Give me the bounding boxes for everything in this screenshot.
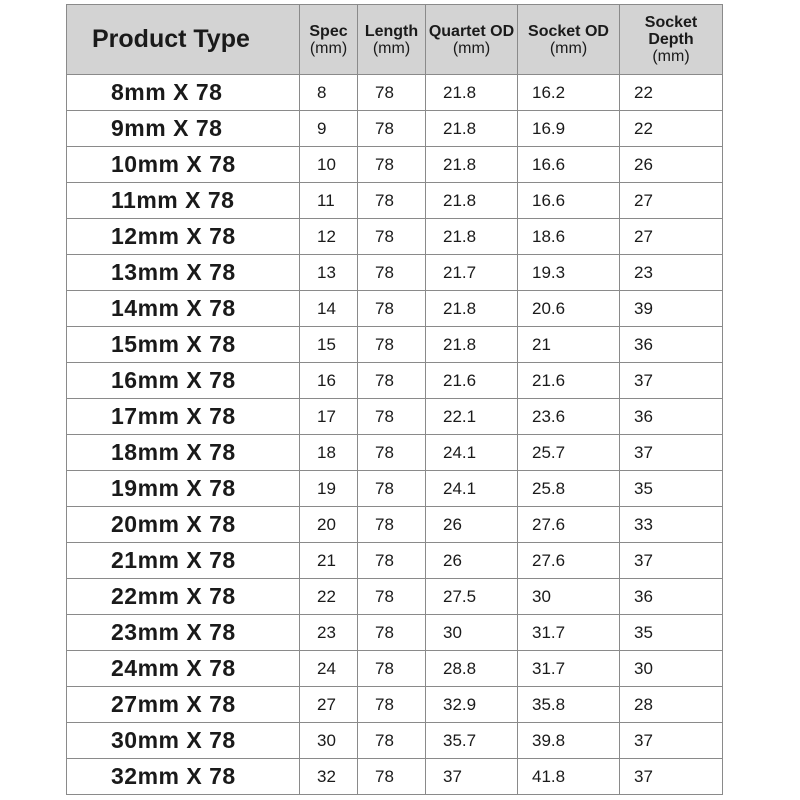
table-row [67, 615, 723, 651]
socket-od-cell: 19.3 [518, 255, 620, 291]
quartet-od-cell: 27.5 [426, 579, 518, 615]
socket-od-cell: 25.8 [518, 471, 620, 507]
header-quartet-od [426, 5, 518, 75]
table-row [67, 723, 723, 759]
socket-od-cell: 21 [518, 327, 620, 363]
quartet-od-cell: 21.8 [426, 327, 518, 363]
spec-cell: 18 [300, 435, 358, 471]
header-quartet-od-label: Quartet OD [428, 22, 515, 40]
header-socket-od [518, 5, 620, 75]
product-type-cell: 8mm X 78 [67, 75, 300, 111]
socket-od-cell: 41.8 [518, 759, 620, 795]
length-cell: 78 [358, 687, 426, 723]
product-type-cell: 18mm X 78 [67, 435, 300, 471]
socket-depth-cell: 33 [620, 507, 723, 543]
product-type-cell: 14mm X 78 [67, 291, 300, 327]
header-socket-od-unit: (mm) [549, 39, 588, 57]
table-row [67, 291, 723, 327]
length-cell: 78 [358, 651, 426, 687]
socket-depth-cell: 28 [620, 687, 723, 723]
header-socket-depth-label: Socket Depth [644, 14, 698, 48]
quartet-od-cell: 21.8 [426, 291, 518, 327]
socket-od-cell: 21.6 [518, 363, 620, 399]
table-row [67, 147, 723, 183]
spec-cell: 14 [300, 291, 358, 327]
socket-depth-cell: 37 [620, 543, 723, 579]
spec-cell: 10 [300, 147, 358, 183]
spec-cell: 11 [300, 183, 358, 219]
length-cell: 78 [358, 363, 426, 399]
socket-depth-cell: 26 [620, 147, 723, 183]
length-cell: 78 [358, 291, 426, 327]
quartet-od-cell: 32.9 [426, 687, 518, 723]
product-type-cell: 22mm X 78 [67, 579, 300, 615]
quartet-od-cell: 26 [426, 507, 518, 543]
table-row [67, 111, 723, 147]
product-type-cell: 12mm X 78 [67, 219, 300, 255]
table-row [67, 759, 723, 795]
length-cell: 78 [358, 147, 426, 183]
quartet-od-cell: 21.8 [426, 219, 518, 255]
spec-cell: 19 [300, 471, 358, 507]
length-cell: 78 [358, 507, 426, 543]
table-row [67, 651, 723, 687]
spec-cell: 13 [300, 255, 358, 291]
socket-depth-cell: 22 [620, 75, 723, 111]
socket-depth-cell: 37 [620, 435, 723, 471]
socket-od-cell: 20.6 [518, 291, 620, 327]
socket-depth-cell: 36 [620, 579, 723, 615]
quartet-od-cell: 21.8 [426, 183, 518, 219]
header-spec [300, 5, 358, 75]
socket-od-cell: 23.6 [518, 399, 620, 435]
socket-depth-cell: 27 [620, 183, 723, 219]
socket-od-cell: 16.2 [518, 75, 620, 111]
spec-cell: 32 [300, 759, 358, 795]
table-row [67, 219, 723, 255]
product-type-cell: 15mm X 78 [67, 327, 300, 363]
header-socket-depth [620, 5, 723, 75]
quartet-od-cell: 21.8 [426, 111, 518, 147]
quartet-od-cell: 24.1 [426, 435, 518, 471]
socket-od-cell: 18.6 [518, 219, 620, 255]
length-cell: 78 [358, 615, 426, 651]
socket-depth-cell: 35 [620, 471, 723, 507]
table-row [67, 399, 723, 435]
header-length-unit: (mm) [372, 39, 411, 57]
socket-od-cell: 39.8 [518, 723, 620, 759]
socket-od-cell: 35.8 [518, 687, 620, 723]
socket-od-cell: 25.7 [518, 435, 620, 471]
socket-depth-cell: 37 [620, 759, 723, 795]
header-spec-label: Spec [309, 22, 348, 40]
socket-depth-cell: 27 [620, 219, 723, 255]
socket-od-cell: 16.9 [518, 111, 620, 147]
length-cell: 78 [358, 723, 426, 759]
product-type-cell: 24mm X 78 [67, 651, 300, 687]
quartet-od-cell: 21.7 [426, 255, 518, 291]
quartet-od-cell: 35.7 [426, 723, 518, 759]
header-length [358, 5, 426, 75]
length-cell: 78 [358, 579, 426, 615]
socket-depth-cell: 30 [620, 651, 723, 687]
quartet-od-cell: 28.8 [426, 651, 518, 687]
quartet-od-cell: 21.8 [426, 147, 518, 183]
product-type-cell: 13mm X 78 [67, 255, 300, 291]
socket-depth-cell: 35 [620, 615, 723, 651]
spec-cell: 23 [300, 615, 358, 651]
quartet-od-cell: 24.1 [426, 471, 518, 507]
length-cell: 78 [358, 111, 426, 147]
length-cell: 78 [358, 759, 426, 795]
header-spec-unit: (mm) [309, 39, 348, 57]
header-socket-od-label: Socket OD [528, 22, 609, 40]
table-row [67, 507, 723, 543]
socket-depth-cell: 36 [620, 399, 723, 435]
spec-cell: 17 [300, 399, 358, 435]
header-row [67, 5, 723, 75]
socket-depth-cell: 39 [620, 291, 723, 327]
quartet-od-cell: 26 [426, 543, 518, 579]
socket-depth-cell: 36 [620, 327, 723, 363]
table-row [67, 363, 723, 399]
table-row [67, 435, 723, 471]
product-type-cell: 30mm X 78 [67, 723, 300, 759]
product-type-cell: 11mm X 78 [67, 183, 300, 219]
header-product-type: Product Type [67, 5, 300, 75]
length-cell: 78 [358, 219, 426, 255]
table-row [67, 579, 723, 615]
length-cell: 78 [358, 435, 426, 471]
spec-cell: 8 [300, 75, 358, 111]
socket-depth-cell: 37 [620, 363, 723, 399]
product-type-cell: 23mm X 78 [67, 615, 300, 651]
socket-depth-cell: 23 [620, 255, 723, 291]
quartet-od-cell: 22.1 [426, 399, 518, 435]
socket-depth-cell: 37 [620, 723, 723, 759]
table-row [67, 183, 723, 219]
length-cell: 78 [358, 183, 426, 219]
quartet-od-cell: 37 [426, 759, 518, 795]
product-type-cell: 9mm X 78 [67, 111, 300, 147]
product-type-cell: 16mm X 78 [67, 363, 300, 399]
table-row [67, 255, 723, 291]
socket-od-cell: 16.6 [518, 183, 620, 219]
quartet-od-cell: 21.6 [426, 363, 518, 399]
length-cell: 78 [358, 399, 426, 435]
header-quartet-od-unit: (mm) [452, 39, 491, 57]
quartet-od-cell: 30 [426, 615, 518, 651]
length-cell: 78 [358, 75, 426, 111]
spec-cell: 12 [300, 219, 358, 255]
spec-cell: 24 [300, 651, 358, 687]
spec-cell: 27 [300, 687, 358, 723]
socket-depth-cell: 22 [620, 111, 723, 147]
socket-od-cell: 30 [518, 579, 620, 615]
table-row [67, 75, 723, 111]
table-body [67, 75, 723, 795]
table-header [67, 5, 723, 75]
quartet-od-cell: 21.8 [426, 75, 518, 111]
product-type-cell: 27mm X 78 [67, 687, 300, 723]
socket-od-cell: 16.6 [518, 147, 620, 183]
spec-cell: 15 [300, 327, 358, 363]
socket-od-cell: 27.6 [518, 543, 620, 579]
table-row [67, 543, 723, 579]
socket-od-cell: 27.6 [518, 507, 620, 543]
product-type-cell: 10mm X 78 [67, 147, 300, 183]
length-cell: 78 [358, 471, 426, 507]
spec-cell: 20 [300, 507, 358, 543]
spec-table [66, 4, 723, 795]
spec-cell: 30 [300, 723, 358, 759]
product-type-cell: 19mm X 78 [67, 471, 300, 507]
spec-cell: 16 [300, 363, 358, 399]
spec-cell: 21 [300, 543, 358, 579]
spec-cell: 22 [300, 579, 358, 615]
length-cell: 78 [358, 255, 426, 291]
product-type-cell: 20mm X 78 [67, 507, 300, 543]
table-row [67, 327, 723, 363]
spec-cell: 9 [300, 111, 358, 147]
socket-od-cell: 31.7 [518, 615, 620, 651]
header-socket-depth-unit: (mm) [652, 48, 690, 65]
socket-od-cell: 31.7 [518, 651, 620, 687]
product-type-cell: 21mm X 78 [67, 543, 300, 579]
product-type-cell: 32mm X 78 [67, 759, 300, 795]
header-length-label: Length [364, 22, 419, 40]
length-cell: 78 [358, 543, 426, 579]
table-row [67, 471, 723, 507]
length-cell: 78 [358, 327, 426, 363]
table-row [67, 687, 723, 723]
product-type-cell: 17mm X 78 [67, 399, 300, 435]
